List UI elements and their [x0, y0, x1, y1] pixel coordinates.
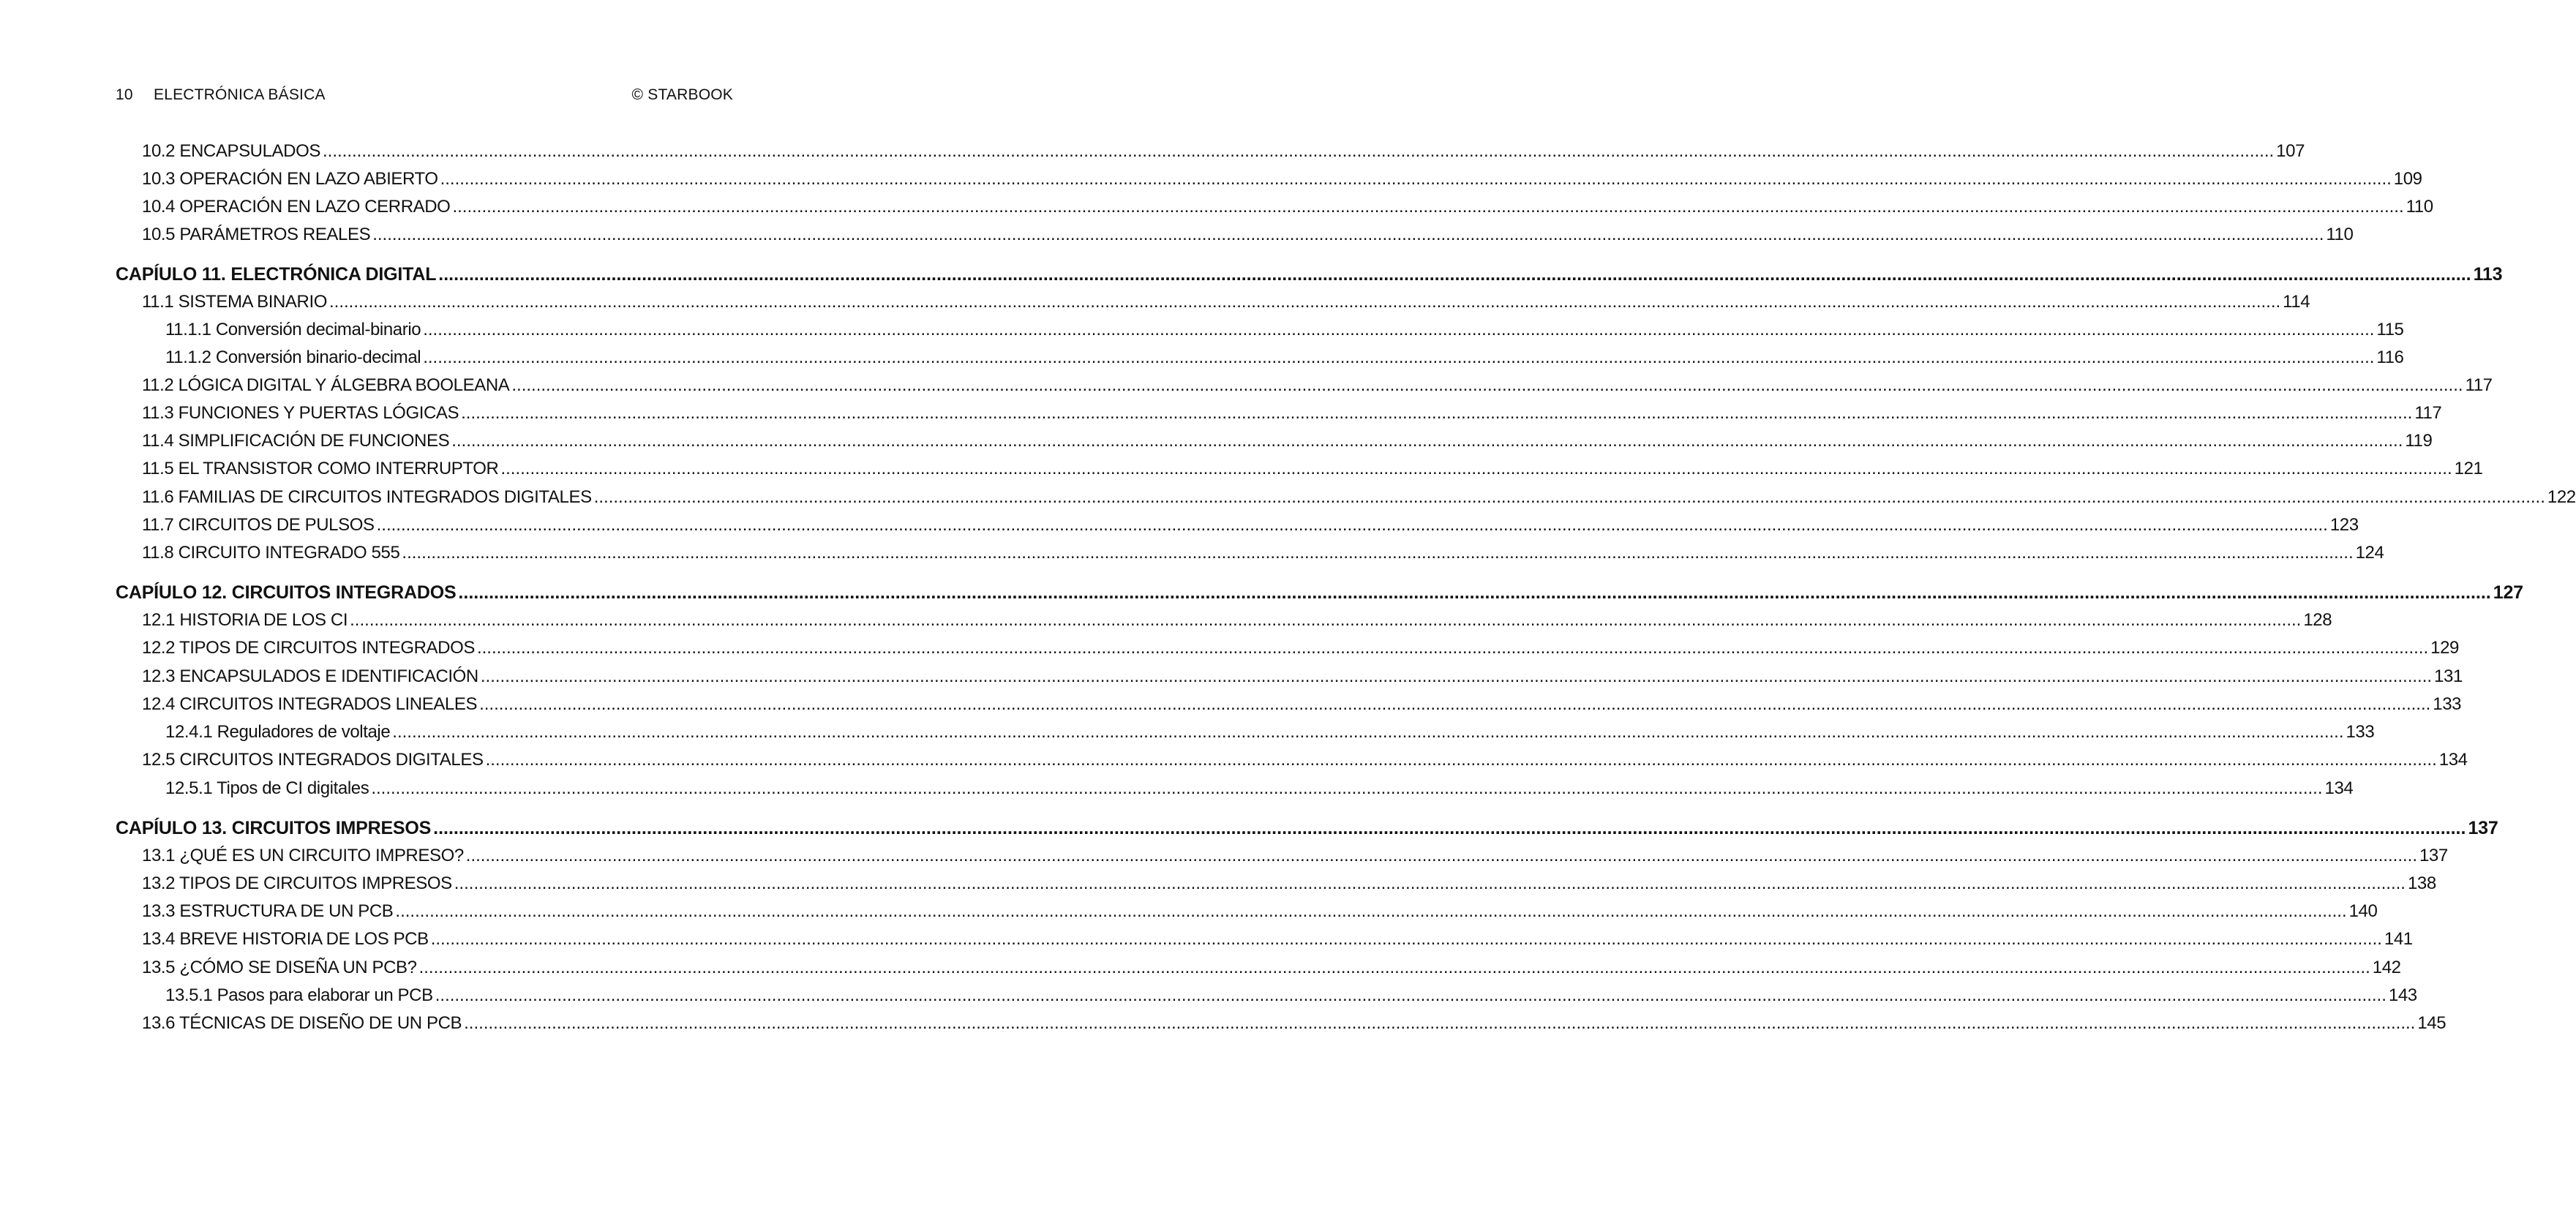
toc-entry-page: 137	[2468, 818, 2498, 838]
toc-leader-dots: ................................................................................................................................................................................................................................................................................................................................................................................................................	[500, 459, 2452, 478]
toc-entry-page: 145	[2417, 1013, 2447, 1033]
toc-entry[interactable]	[116, 925, 2413, 953]
toc-entry-title: 13.3 ESTRUCTURA DE UN PCB	[142, 901, 394, 921]
toc-entry-page: 117	[2465, 375, 2493, 395]
toc-entry-title: CAPÍULO 13. CIRCUITOS IMPRESOS	[116, 818, 432, 838]
toc-leader-dots: ................................................................................................................................................................................................................................................................................................................................................................................................................	[372, 225, 2324, 244]
toc-leader-dots: ................................................................................................................................................................................................................................................................................................................................................................................................................	[476, 638, 2429, 658]
toc-entry-title: 12.4.1 Reguladores de voltaje	[165, 722, 391, 742]
toc-entry-title: 13.5 ¿CÓMO SE DISEÑA UN PCB?	[142, 958, 417, 977]
toc-leader-dots: ................................................................................................................................................................................................................................................................................................................................................................................................................	[395, 901, 2347, 921]
toc-entry[interactable]	[116, 718, 2375, 746]
toc-entry-title: 10.4 OPERACIÓN EN LAZO CERRADO	[142, 197, 451, 217]
toc-entry-page: 143	[2388, 985, 2417, 1005]
toc-entry[interactable]	[116, 954, 2401, 982]
toc-entry[interactable]	[116, 775, 2354, 803]
toc-entry-title: 11.2 LÓGICA DIGITAL Y ÁLGEBRA BOOLEANA	[142, 375, 510, 395]
toc-leader-dots: ................................................................................................................................................................................................................................................................................................................................................................................................................	[438, 264, 2471, 285]
toc-leader-dots: ................................................................................................................................................................................................................................................................................................................................................................................................................	[435, 985, 2387, 1005]
publisher-copyright: © STARBOOK	[631, 86, 733, 103]
toc-leader-dots: ................................................................................................................................................................................................................................................................................................................................................................................................................	[433, 818, 2466, 838]
toc-leader-dots: ................................................................................................................................................................................................................................................................................................................................................................................................................	[423, 347, 2375, 367]
toc-chapter-entry[interactable]	[116, 260, 2503, 288]
toc-entry-title: 12.5 CIRCUITOS INTEGRADOS DIGITALES	[142, 750, 484, 770]
toc-entry[interactable]	[116, 372, 2493, 399]
toc-entry[interactable]	[116, 399, 2442, 427]
toc-entry[interactable]	[116, 842, 2448, 870]
toc-leader-dots: ................................................................................................................................................................................................................................................................................................................................................................................................................	[402, 543, 2354, 563]
toc-leader-dots: ................................................................................................................................................................................................................................................................................................................................................................................................................	[423, 320, 2375, 339]
toc-leader-dots: ................................................................................................................................................................................................................................................................................................................................................................................................................	[376, 515, 2328, 535]
toc-entry-page: 124	[2355, 543, 2384, 563]
toc-entry-page: 113	[2473, 264, 2503, 285]
toc-entry-page: 117	[2414, 403, 2442, 423]
toc-entry-title: 10.2 ENCAPSULADOS	[142, 141, 320, 161]
toc-entry-page: 134	[2438, 750, 2468, 770]
toc-entry-page: 116	[2376, 347, 2404, 367]
toc-leader-dots: ................................................................................................................................................................................................................................................................................................................................................................................................................	[479, 694, 2431, 714]
toc-leader-dots: ................................................................................................................................................................................................................................................................................................................................................................................................................	[440, 169, 2392, 189]
toc-entry-page: 133	[2346, 722, 2375, 742]
toc-entry[interactable]	[116, 288, 2310, 316]
toc-entry-title: CAPÍULO 11. ELECTRÓNICA DIGITAL	[116, 264, 437, 285]
toc-leader-dots: ................................................................................................................................................................................................................................................................................................................................................................................................................	[371, 778, 2323, 798]
toc-entry[interactable]	[116, 138, 2305, 165]
toc-leader-dots: ................................................................................................................................................................................................................................................................................................................................................................................................................	[464, 1013, 2416, 1033]
toc-entry[interactable]	[116, 165, 2422, 193]
toc-leader-dots: ................................................................................................................................................................................................................................................................................................................................................................................................................	[452, 197, 2404, 217]
toc-entry[interactable]	[116, 663, 2463, 691]
toc-leader-dots: ................................................................................................................................................................................................................................................................................................................................................................................................................	[451, 431, 2403, 451]
toc-entry-title: 11.1.1 Conversión decimal-binario	[165, 320, 421, 339]
toc-entry-page: 110	[2406, 197, 2433, 217]
toc-entry-title: CAPÍULO 12. CIRCUITOS INTEGRADOS	[116, 582, 457, 603]
toc-entry[interactable]	[116, 539, 2384, 567]
toc-entry-title: 11.8 CIRCUITO INTEGRADO 555	[142, 543, 400, 563]
toc-entry-title: 11.1.2 Conversión binario-decimal	[165, 347, 421, 367]
toc-entry-page: 129	[2430, 638, 2459, 658]
toc-entry-title: 11.1 SISTEMA BINARIO	[142, 292, 327, 312]
toc-entry-page: 127	[2493, 582, 2523, 603]
toc-entry-title: 11.5 EL TRANSISTOR COMO INTERRUPTOR	[142, 459, 499, 478]
toc-entry[interactable]	[116, 982, 2417, 1010]
toc-entry-title: 13.5.1 Pasos para elaborar un PCB	[165, 985, 433, 1005]
toc-leader-dots: ................................................................................................................................................................................................................................................................................................................................................................................................................	[418, 958, 2370, 977]
toc-leader-dots: ................................................................................................................................................................................................................................................................................................................................................................................................................	[350, 610, 2302, 630]
toc-entry-page: 119	[2405, 431, 2433, 451]
toc-leader-dots: ................................................................................................................................................................................................................................................................................................................................................................................................................	[593, 487, 2545, 507]
toc-entry-title: 12.1 HISTORIA DE LOS CI	[142, 610, 348, 630]
toc-chapter-entry[interactable]	[116, 579, 2523, 606]
toc-entry-title: 12.3 ENCAPSULADOS E IDENTIFICACIÓN	[142, 666, 478, 686]
page-number: 10	[116, 86, 133, 103]
toc-leader-dots: ................................................................................................................................................................................................................................................................................................................................................................................................................	[465, 846, 2417, 865]
toc-entry-title: 12.2 TIPOS DE CIRCUITOS INTEGRADOS	[142, 638, 475, 658]
toc-entry[interactable]	[116, 898, 2378, 925]
toc-leader-dots: ................................................................................................................................................................................................................................................................................................................................................................................................................	[485, 750, 2437, 770]
toc-entry[interactable]	[116, 511, 2359, 539]
toc-chapter-entry[interactable]	[116, 814, 2498, 842]
toc-entry[interactable]	[116, 1010, 2447, 1037]
toc-entry[interactable]	[116, 634, 2459, 662]
toc-entry-title: 13.1 ¿QUÉ ES UN CIRCUITO IMPRESO?	[142, 846, 464, 865]
toc-entry-page: 114	[2283, 292, 2310, 312]
toc-entry[interactable]	[116, 193, 2433, 221]
toc-entry[interactable]	[116, 691, 2462, 718]
toc-entry-title: 11.7 CIRCUITOS DE PULSOS	[142, 515, 375, 535]
toc-entry-page: 141	[2384, 929, 2413, 949]
toc-entry-page: 121	[2454, 459, 2483, 478]
toc-entry-page: 142	[2372, 958, 2401, 977]
toc-entry-page: 110	[2326, 225, 2354, 244]
toc-leader-dots: ................................................................................................................................................................................................................................................................................................................................................................................................................	[458, 582, 2491, 603]
toc-entry-title: 13.6 TÉCNICAS DE DISEÑO DE UN PCB	[142, 1013, 462, 1033]
toc-leader-dots: ................................................................................................................................................................................................................................................................................................................................................................................................................	[392, 722, 2344, 742]
toc-entry-page: 131	[2434, 666, 2463, 686]
toc-entry-page: 107	[2276, 141, 2305, 161]
toc-entry[interactable]	[116, 870, 2436, 898]
toc-entry-title: 12.4 CIRCUITOS INTEGRADOS LINEALES	[142, 694, 478, 714]
toc-entry[interactable]	[116, 316, 2404, 344]
toc-leader-dots: ................................................................................................................................................................................................................................................................................................................................................................................................................	[461, 403, 2413, 423]
toc-entry[interactable]	[116, 221, 2354, 249]
toc-entry-page: 122	[2547, 487, 2576, 507]
toc-entry-page: 133	[2433, 694, 2462, 714]
toc-leader-dots: ................................................................................................................................................................................................................................................................................................................................................................................................................	[454, 873, 2406, 893]
toc-entry-title: 12.5.1 Tipos de CI digitales	[165, 778, 369, 798]
toc-entry-title: 11.4 SIMPLIFICACIÓN DE FUNCIONES	[142, 431, 450, 451]
toc-leader-dots: ................................................................................................................................................................................................................................................................................................................................................................................................................	[430, 929, 2382, 949]
toc-entry[interactable]	[116, 344, 2404, 372]
toc-entry[interactable]	[116, 606, 2332, 634]
toc-entry[interactable]	[116, 484, 2576, 511]
toc-entry-page: 137	[2419, 846, 2448, 865]
toc-entry-page: 138	[2407, 873, 2436, 893]
toc-entry-title: 13.2 TIPOS DE CIRCUITOS IMPRESOS	[142, 873, 452, 893]
toc-entry-title: 10.5 PARÁMETROS REALES	[142, 225, 371, 244]
toc-leader-dots: ................................................................................................................................................................................................................................................................................................................................................................................................................	[511, 375, 2463, 395]
running-header	[116, 86, 733, 110]
toc-entry-page: 140	[2348, 901, 2378, 921]
toc-entry[interactable]	[116, 746, 2468, 774]
toc-entry[interactable]	[116, 455, 2483, 483]
toc-entry-title: 13.4 BREVE HISTORIA DE LOS PCB	[142, 929, 429, 949]
toc-entry-page: 123	[2329, 515, 2359, 535]
toc-entry-page: 128	[2303, 610, 2332, 630]
toc-entry-title: 11.3 FUNCIONES Y PUERTAS LÓGICAS	[142, 403, 459, 423]
toc-leader-dots: ................................................................................................................................................................................................................................................................................................................................................................................................................	[328, 292, 2281, 312]
toc-leader-dots: ................................................................................................................................................................................................................................................................................................................................................................................................................	[480, 666, 2433, 686]
toc-entry[interactable]	[116, 427, 2433, 455]
toc-entry-title: 10.3 OPERACIÓN EN LAZO ABIERTO	[142, 169, 438, 189]
toc-leader-dots: ................................................................................................................................................................................................................................................................................................................................................................................................................	[322, 141, 2275, 161]
toc-entry-page: 134	[2324, 778, 2354, 798]
toc-entry-page: 109	[2393, 169, 2422, 189]
toc-entry-title: 11.6 FAMILIAS DE CIRCUITOS INTEGRADOS DIGITALES	[142, 487, 592, 507]
book-title: ELECTRÓNICA BÁSICA	[154, 86, 326, 103]
toc-entry-page: 115	[2376, 320, 2404, 339]
